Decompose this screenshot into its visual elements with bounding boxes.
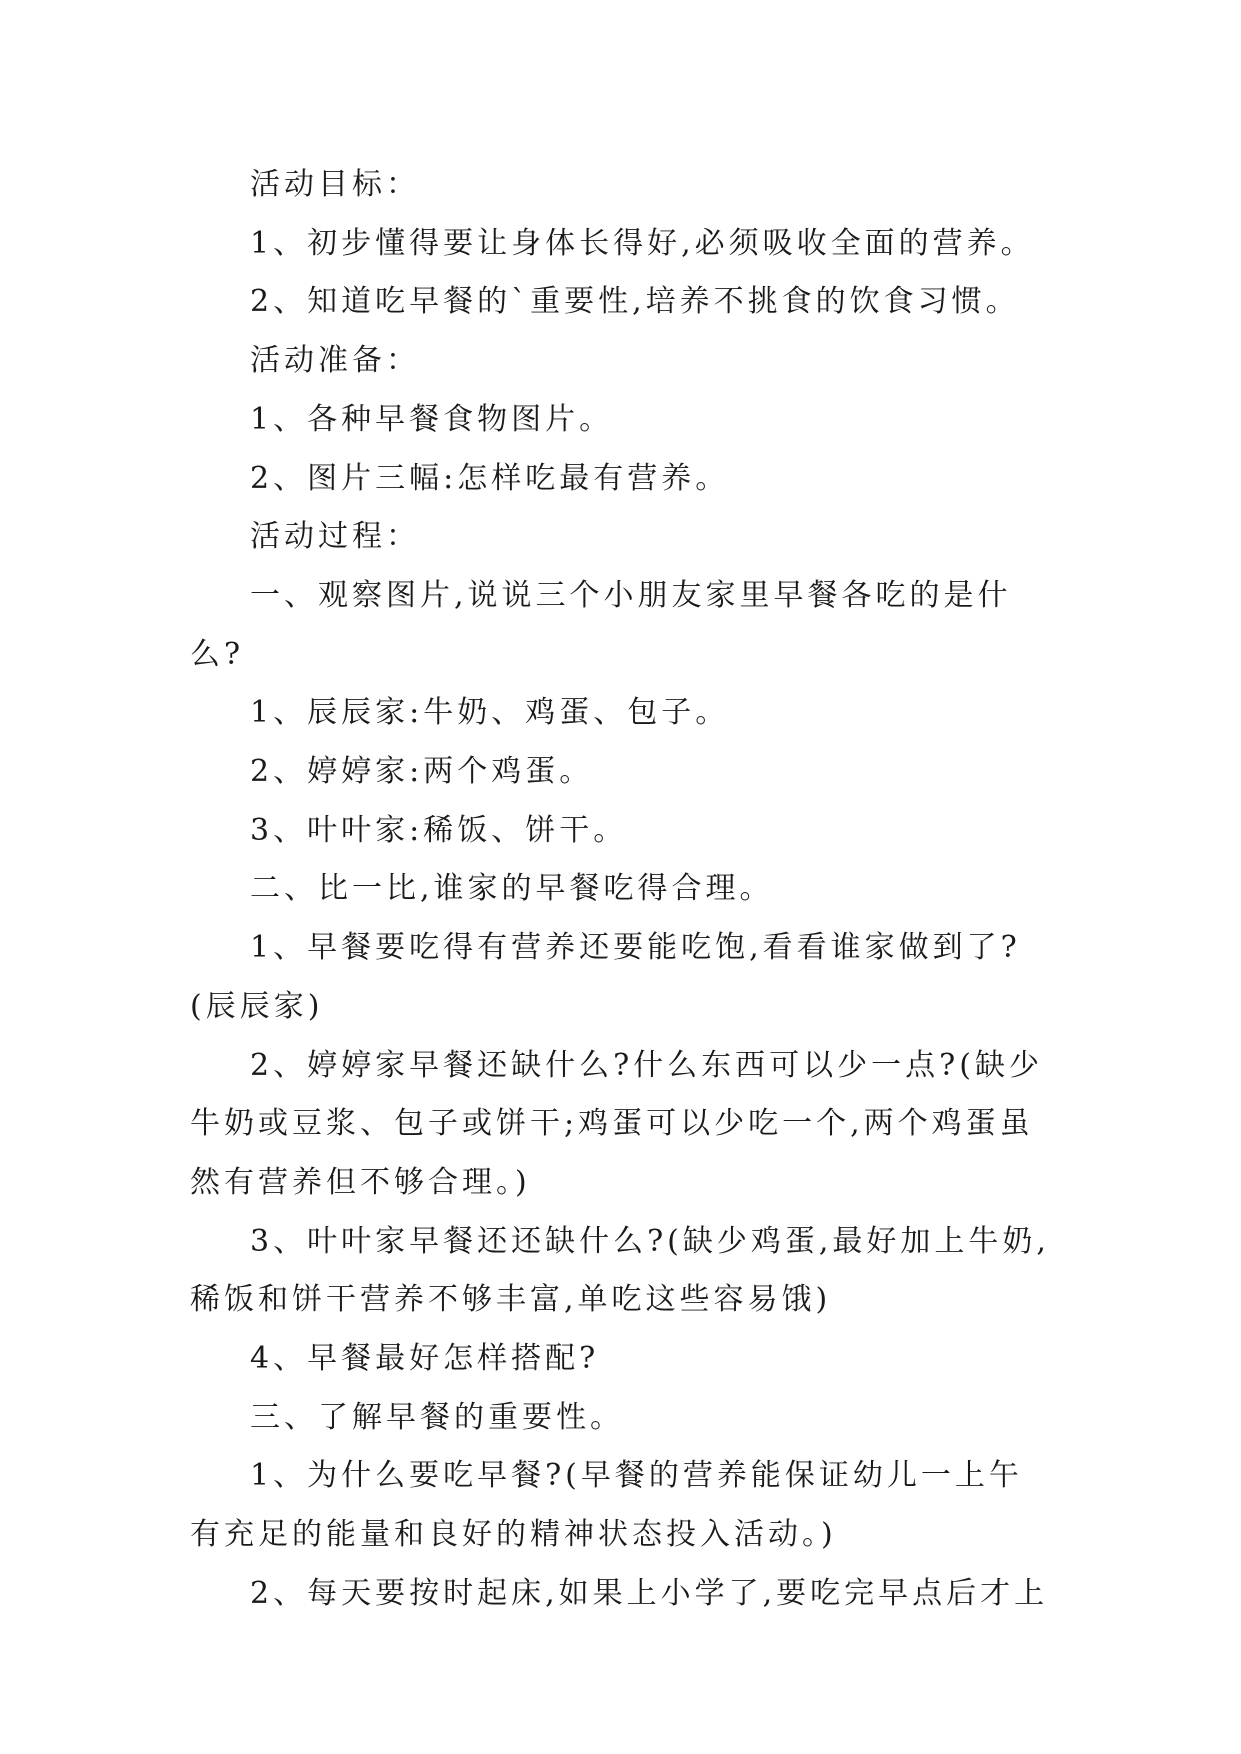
process-step-2-item-4: 4、早餐最好怎样搭配? [250, 1341, 600, 1377]
process-step-3-item-1: 1、为什么要吃早餐?(早餐的营养能保证幼儿一上午有充足的能量和良好的精神状态投入活动。) [190, 1458, 1023, 1553]
section-heading-process: 活动过程： [250, 519, 420, 555]
section-heading-preparation: 活动准备： [250, 343, 420, 379]
process-step-1-item-1: 1、辰辰家:牛奶、鸡蛋、包子。 [250, 695, 730, 731]
process-step-2-item-2: 2、婷婷家早餐还缺什么?什么东西可以少一点?(缺少牛奶或豆浆、包子或饼干;鸡蛋可以少吃一个,两个鸡蛋虽然有营养但不够合理。) [190, 1047, 1043, 1200]
process-step-3-item-2: 2、每天要按时起床,如果上小学了,要吃完早点后才上 [250, 1575, 1049, 1611]
process-step-1-item-2: 2、婷婷家:两个鸡蛋。 [250, 754, 594, 790]
process-step-3: 三、了解早餐的重要性。 [250, 1399, 624, 1435]
preparation-item-1: 1、各种早餐食物图片。 [250, 401, 614, 437]
document-body [190, 156, 1052, 1624]
process-step-1: 一、观察图片,说说三个小朋友家里早餐各吃的是什么? [190, 577, 1012, 672]
process-step-2-item-3: 3、叶叶家早餐还还缺什么?(缺少鸡蛋,最好加上牛奶,稀饭和饼干营养不够丰富,单吃这些容易饿) [190, 1223, 1050, 1318]
section-heading-goals: 活动目标： [250, 167, 420, 202]
preparation-item-2: 2、图片三幅:怎样吃最有营养。 [250, 460, 730, 496]
process-step-1-item-3: 3、叶叶家:稀饭、饼干。 [250, 812, 628, 848]
process-step-2-item-1: 1、早餐要吃得有营养还要能吃饱,看看谁家做到了?(辰辰家) [190, 930, 1021, 1024]
process-step-2: 二、比一比,谁家的早餐吃得合理。 [250, 871, 774, 907]
goal-item-2: 2、知道吃早餐的`重要性,培养不挑食的饮食习惯。 [250, 284, 1020, 320]
goal-item-1: 1、初步懂得要让身体长得好,必须吸收全面的营养。 [250, 225, 1035, 261]
